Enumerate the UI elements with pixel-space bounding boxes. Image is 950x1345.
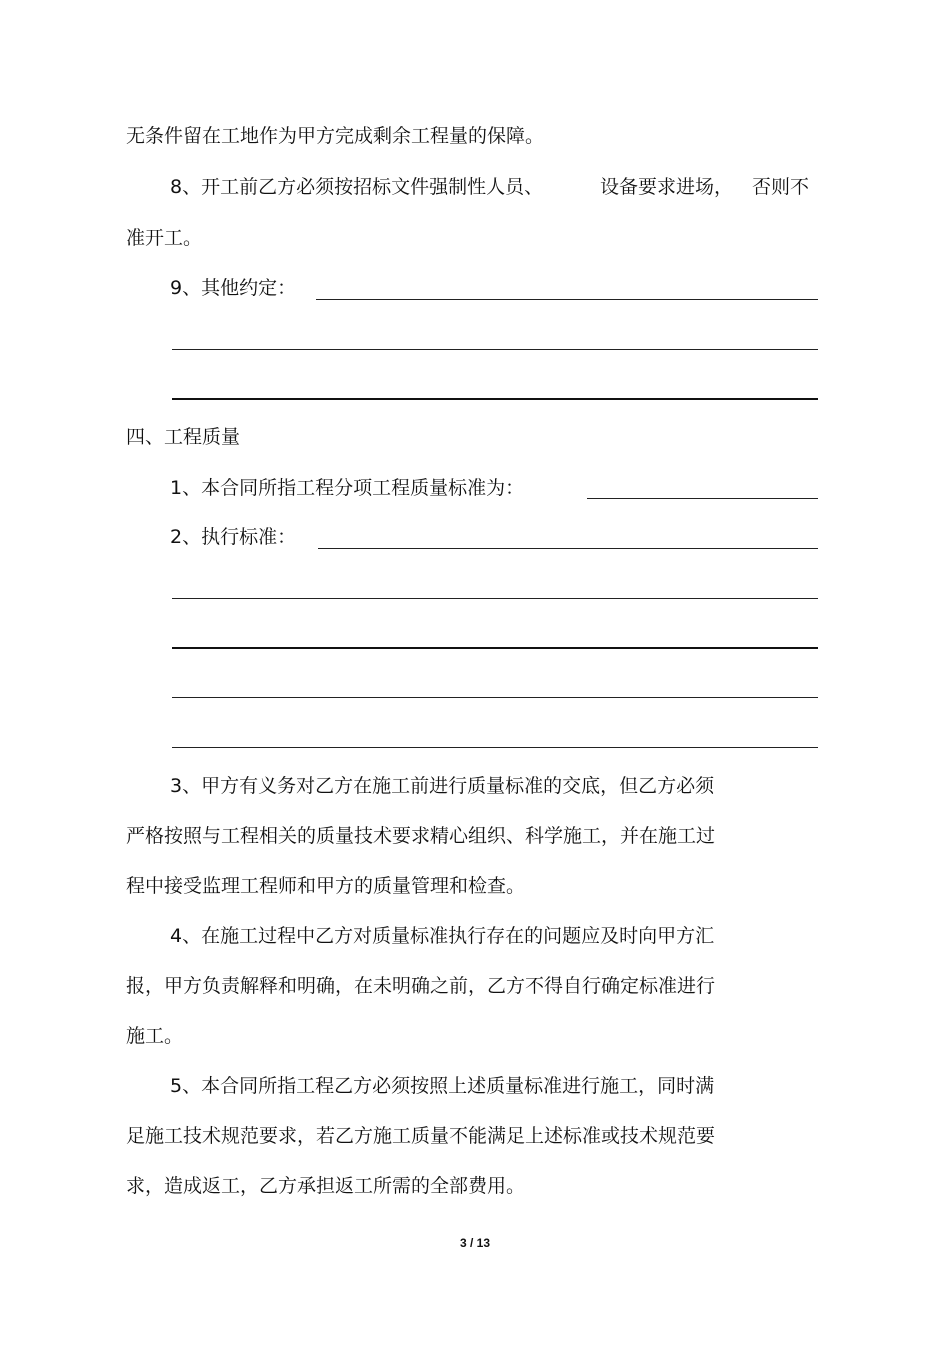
- clause-label: 9、其他约定：: [170, 277, 297, 299]
- paragraph-line: 报，甲方负责解释和明确，在未明确之前，乙方不得自行确定标准进行: [126, 975, 716, 997]
- paragraph-line: 4、在施工过程中乙方对质量标准执行存在的问题应及时向甲方汇: [170, 925, 715, 947]
- paragraph-line: 程中接受监理工程师和甲方的质量管理和检查。: [126, 875, 526, 897]
- paragraph-line: 准开工。: [126, 227, 203, 249]
- paragraph-line: 3、甲方有义务对乙方在施工前进行质量标准的交底，但乙方必须: [170, 775, 715, 797]
- fill-in-line: [172, 349, 818, 350]
- paragraph-line: 否则不: [752, 176, 810, 198]
- page-number: 3 / 13: [459, 1236, 491, 1250]
- paragraph-line: 设备要求进场，: [600, 176, 734, 198]
- paragraph-line: 施工。: [126, 1025, 184, 1047]
- clause-label: 2、执行标准：: [170, 526, 297, 548]
- fill-in-line: [587, 498, 818, 499]
- paragraph-line: 无条件留在工地作为甲方完成剩余工程量的保障。: [126, 125, 545, 147]
- paragraph-line: 5、本合同所指工程乙方必须按照上述质量标准进行施工，同时满: [170, 1075, 715, 1097]
- clause-label: 1、本合同所指工程分项工程质量标准为：: [170, 477, 525, 499]
- fill-in-line: [318, 548, 818, 549]
- fill-in-line: [172, 697, 818, 698]
- fill-in-line: [172, 398, 818, 400]
- fill-in-line: [316, 299, 818, 300]
- fill-in-line: [172, 747, 818, 748]
- paragraph-line: 严格按照与工程相关的质量技术要求精心组织、科学施工，并在施工过: [126, 825, 716, 847]
- paragraph-line: 8、开工前乙方必须按招标文件强制性人员、: [170, 176, 544, 198]
- section-heading: 四、工程质量: [126, 426, 241, 448]
- paragraph-line: 足施工技术规范要求，若乙方施工质量不能满足上述标准或技术规范要: [126, 1125, 716, 1147]
- fill-in-line: [172, 598, 818, 599]
- paragraph-line: 求，造成返工，乙方承担返工所需的全部费用。: [126, 1175, 526, 1197]
- fill-in-line: [172, 647, 818, 649]
